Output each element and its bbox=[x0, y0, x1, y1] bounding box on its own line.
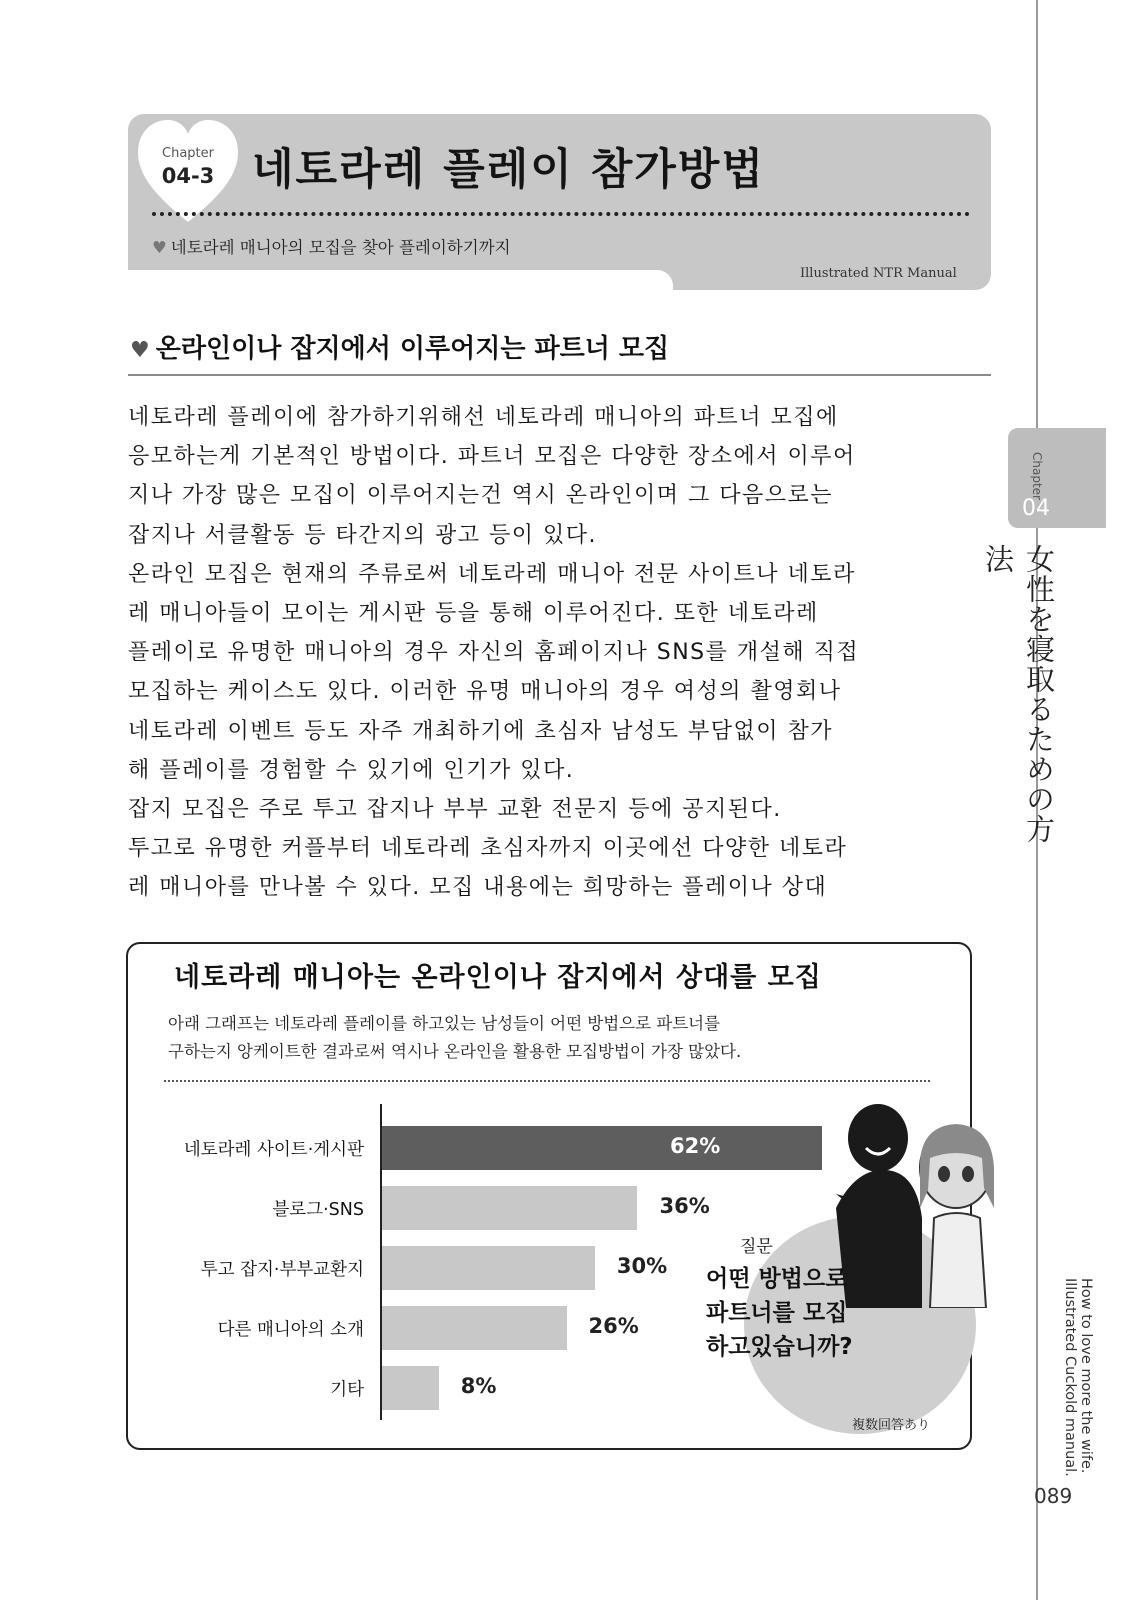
question-line3: 하고있습니까? bbox=[706, 1334, 853, 1360]
survey-desc-line2: 구하는지 앙케이트한 결과로써 역시나 온라인을 활용한 모집방법이 가장 많았다. bbox=[168, 1042, 742, 1061]
section-heading-text: 온라인이나 잡지에서 이루어지는 파트너 모집 bbox=[155, 334, 670, 364]
body-line: 해 플레이를 경험할 수 있기에 인기가 있다. bbox=[128, 757, 575, 783]
section-heading bbox=[130, 328, 669, 365]
chart-value-label: 8% bbox=[460, 1374, 497, 1398]
badge-chapter-label: Chapter bbox=[162, 146, 214, 161]
chart-category-label: 네토라레 사이트·게시판 bbox=[183, 1140, 364, 1160]
characters-illustration bbox=[826, 1098, 1006, 1308]
body-line: 투고로 유명한 커플부터 네토라레 초심자까지 이곳에선 다양한 네토라 bbox=[128, 836, 848, 862]
chart-bar bbox=[382, 1126, 822, 1170]
header-dotted-divider bbox=[152, 212, 970, 216]
chart-bar bbox=[382, 1306, 567, 1350]
body-line: 플레이로 유명한 매니아의 경우 자신의 홈페이지나 SNS를 개설해 직접 bbox=[128, 640, 860, 666]
side-vertical-title: 女性を寝取るための方法 bbox=[981, 544, 1056, 844]
heart-bullet-icon: ♥ bbox=[152, 238, 167, 257]
page-title: 네토라레 플레이 참가방법 bbox=[252, 145, 765, 195]
badge-chapter-number: 04-3 bbox=[161, 164, 215, 188]
question-line1: 어떤 방법으로 bbox=[706, 1266, 848, 1292]
survey-box-title: 네토라레 매니아는 온라인이나 잡지에서 상대를 모집 bbox=[174, 962, 822, 993]
body-line: 레 매니아들이 모이는 게시판 등을 통해 이루어진다. 또한 네토라레 bbox=[128, 600, 819, 626]
side-english-line2: Illustrated Cuckold manual. bbox=[1062, 1278, 1078, 1477]
survey-dotted-divider bbox=[164, 1080, 930, 1082]
manual-label: Illustrated NTR Manual bbox=[800, 266, 957, 281]
chart-category-label: 기타 bbox=[330, 1380, 364, 1400]
body-line: 응모하는게 기본적인 방법이다. 파트너 모집은 다양한 장소에서 이루어 bbox=[128, 444, 856, 470]
section-rule bbox=[128, 374, 991, 376]
body-line: 지나 가장 많은 모집이 이루어지는건 역시 온라인이며 그 다음으로는 bbox=[128, 483, 834, 509]
side-english-caption bbox=[1034, 1278, 1094, 1477]
heart-bullet-icon: ♥ bbox=[130, 338, 150, 363]
body-line: 온라인 모집은 현재의 주류로써 네토라레 매니아 전문 사이트나 네토라 bbox=[128, 561, 856, 587]
chart-bar bbox=[382, 1186, 637, 1230]
chart-category-label: 투고 잡지·부부교환지 bbox=[200, 1260, 364, 1280]
side-tab-chapter-label: Chapter bbox=[1030, 452, 1044, 500]
page-subtitle bbox=[152, 234, 511, 258]
chart-category-label: 다른 매니아의 소개 bbox=[217, 1320, 364, 1340]
body-line: 모집하는 케이스도 있다. 이러한 유명 매니아의 경우 여성의 촬영회나 bbox=[128, 679, 842, 705]
survey-box-description bbox=[168, 1010, 741, 1066]
chapter-heart-badge bbox=[136, 118, 240, 226]
page-number: 089 bbox=[1034, 1484, 1073, 1508]
chart-category-label: 블로그·SNS bbox=[272, 1200, 364, 1220]
body-line: 네토라레 이벤트 등도 자주 개최하기에 초심자 남성도 부담없이 참가 bbox=[128, 718, 834, 744]
chart-value-label: 26% bbox=[588, 1314, 639, 1338]
multiple-answers-note: 複数回答あり bbox=[852, 1418, 931, 1433]
question-text bbox=[706, 1262, 853, 1364]
body-line: 레 매니아를 만나볼 수 있다. 모집 내용에는 희망하는 플레이나 상대 bbox=[128, 875, 828, 901]
chart-bar bbox=[382, 1246, 595, 1290]
chart-value-label: 30% bbox=[616, 1254, 668, 1278]
side-english-line1: How to love more the wife. bbox=[1078, 1278, 1094, 1474]
question-line2: 파트너를 모집 bbox=[706, 1300, 848, 1326]
subtitle-text: 네토라레 매니아의 모집을 찾아 플레이하기까지 bbox=[170, 238, 511, 257]
side-tab-chapter-number: 04 bbox=[1022, 496, 1050, 521]
header-notch bbox=[128, 270, 673, 300]
chart-value-label: 36% bbox=[659, 1194, 710, 1218]
question-label: 질문 bbox=[740, 1237, 773, 1257]
chart-value-label: 62% bbox=[670, 1134, 721, 1158]
body-text bbox=[128, 398, 968, 907]
body-line: 네토라레 플레이에 참가하기위해선 네토라레 매니아의 파트너 모집에 bbox=[128, 405, 839, 430]
chart-bar bbox=[382, 1366, 439, 1410]
body-line: 잡지 모집은 주로 투고 잡지나 부부 교환 전문지 등에 공지된다. bbox=[128, 796, 782, 822]
body-line: 잡지나 서클활동 등 타간지의 광고 등이 있다. bbox=[128, 522, 597, 548]
survey-desc-line1: 아래 그래프는 네토라레 플레이를 하고있는 남성들이 어떤 방법으로 파트너를 bbox=[168, 1014, 721, 1033]
